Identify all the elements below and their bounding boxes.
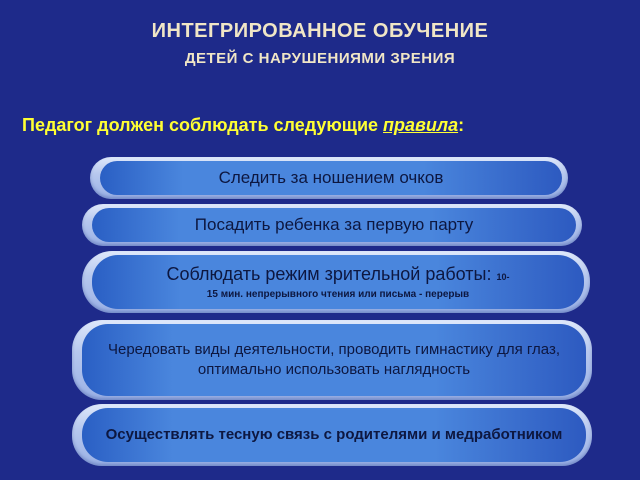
rules-heading	[22, 115, 464, 136]
rule-item-2	[82, 204, 582, 246]
rule-item-1-text: Следить за ношением очков	[218, 168, 444, 187]
rule-item-1	[90, 157, 568, 199]
rule-item-2-body	[92, 208, 576, 242]
rule-item-3-small-inline: 10-	[496, 271, 510, 282]
rules-heading-suffix: :	[458, 115, 465, 135]
rule-item-5-text: Осуществлять тесную связь с родителями и медработником	[105, 426, 563, 443]
slide-title: ИНТЕГРИРОВАННОЕ ОБУЧЕНИЕ	[151, 20, 489, 42]
rule-item-4-body	[82, 324, 586, 396]
rule-item-3	[82, 251, 590, 313]
rules-heading-prefix: Педагог должен соблюдать следующие	[22, 115, 384, 135]
rule-item-4	[72, 320, 592, 400]
rule-item-5-body	[82, 408, 586, 462]
rule-item-3-small-line: 15 мин. непрерывного чтения или письма - перерыв	[206, 288, 470, 300]
rule-item-3-line1	[167, 263, 510, 288]
rule-item-1-body	[100, 161, 562, 195]
rule-item-4-text: Чередовать виды деятельности, проводить гимнастику для глаз, оптимально использовать наглядность	[108, 341, 560, 378]
rule-item-3-text: Соблюдать режим зрительной работы:	[166, 263, 497, 284]
rules-heading-emphasis: правила	[383, 115, 459, 135]
rule-item-2-text: Посадить ребенка за первую парту	[194, 215, 474, 234]
rule-item-3-body	[92, 255, 584, 309]
rule-item-5	[72, 404, 592, 466]
slide-title-line2: ДЕТЕЙ С НАРУШЕНИЯМИ ЗРЕНИЯ	[184, 50, 456, 67]
